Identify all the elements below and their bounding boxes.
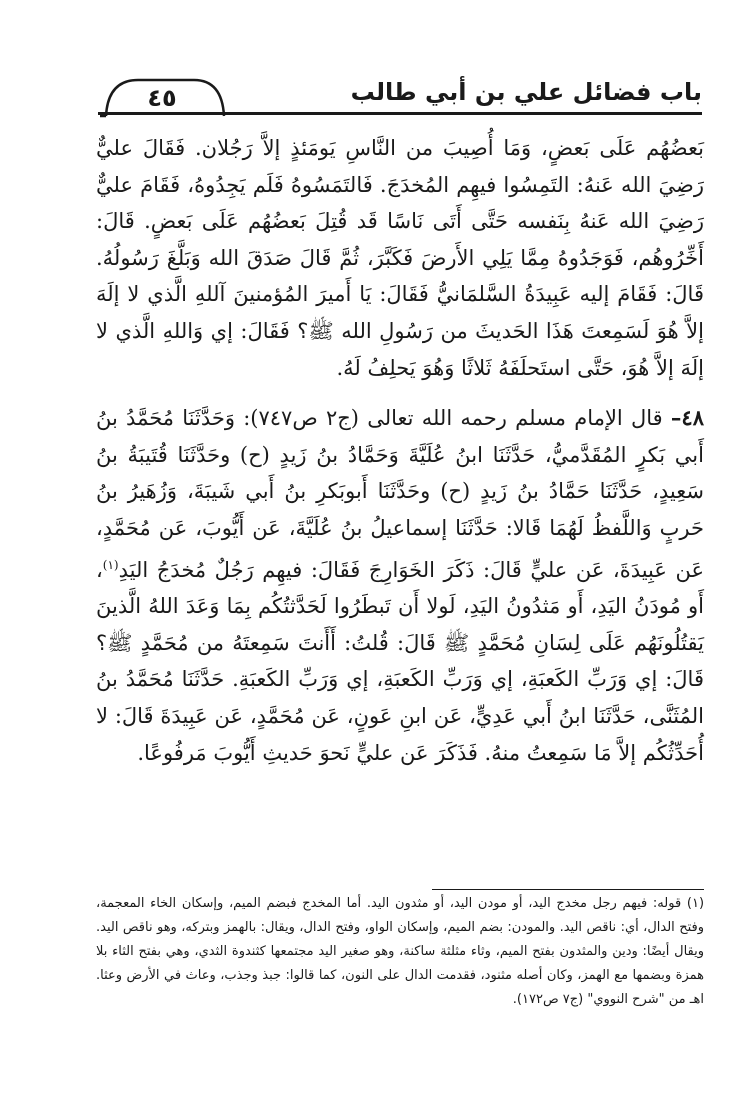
hadith-text-continued: ، أَو مُودَنُ اليَدِ، أَو مَثدُونُ اليَدِ، لَولا أَن تَبطَرُوا لَحَدَّثتُكُم بِمَا وَعَدَ اللهُ الَّذينَ يَقتُلُونَهُم عَلَى لِسَانِ مُحَمَّدٍ ﷺ قَالَ: قُلتُ: أَأَنتَ سَمِعتَهُ من مُحَمَّدٍ ﷺ؟ قَالَ: إي وَرَبِّ الكَعبَةِ، إي وَرَبِّ الكَعبَةِ، إي وَرَبِّ الكَعبَةِ. حَدَّثَنَا مُحَمَّدُ بنُ المُثَنَّى، حَدَّثَنَا ابنُ أَبي عَدِيٍّ، عَن ابنِ عَونٍ، عَن مُحَمَّدٍ، عَن عَبِيدَةَ قَالَ: لا أُحَدِّثُكُم إلاَّ مَا سَمِعتُ منهُ. فَذَكَرَ عَن عليٍّ نَحوَ حَديثِ أَيُّوبَ مَرفُوعًا. [96,557,704,765]
main-text [96,130,704,771]
footnote-marker: (١) [686,896,705,911]
paragraph-continuation: بَعضُهُم عَلَى بَعضٍ، وَمَا أُصِيبَ من النَّاسِ يَومَئذٍ إلاَّ رَجُلان. فَقَالَ عليٌّ رَضِيَ الله عَنهُ: التَمِسُوا فيهِم المُخدَجَ. فَالتَمَسُوهُ فَلَم يَجِدُوهُ، فَقَامَ عليٌّ رَضِيَ الله عَنهُ بِنَفسه حَتَّى أَتَى نَاسًا قَد قُتِلَ بَعضُهُم عَلَى بَعضٍ. قَالَ: أَخِّرُوهُم، فَوَجَدُوهُ مِمَّا يَلِي الأَرضَ فَكَبَّرَ، ثُمَّ قَالَ صَدَقَ الله وَبَلَّغَ رَسُولُهُ. قَالَ: فَقَامَ إليه عَبِيدَةُ السَّلمَانيُّ فَقَالَ: يَا أَميرَ المُؤمنينَ آللهِ الَّذي لا إلَهَ إلاَّ هُوَ لَسَمِعتَ هَذَا الحَديثَ من رَسُولِ الله ﷺ؟ فَقَالَ: إي وَاللهِ الَّذي لا إلَهَ إلاَّ هُوَ، حَتَّى استَحلَفَهُ ثَلاثًا وَهُوَ يَحلِفُ لَهُ. [96,136,704,380]
hadith-number: ٤٨– [670,405,704,431]
chapter-title: باب فضائل علي بن أبي طالب [350,78,702,106]
hadith-paragraph [96,400,704,771]
footnote-text: قوله: فيهم رجل مخدج اليد، أو مودن اليد، أو مثدون اليد. أما المخدج فبضم الميم، وإسكان الخاء المعجمة، وفتح الدال، أي: ناقص اليد. والمودن: بضم الميم، وإسكان الواو، وفتح الدال، ويقال: بالهمز وبتركه، وهو ناقص اليد. ويقال أيضًا: ودين والمثدون بفتح الميم، وثاء مثلثة ساكنة، وهو صغير اليد مجتمعها كثندوة الثدي، وهي بفتح الثاء بلا همزة وبضمها مع الهمز، وكان أصله مثنود، فقدمت الدال على النون، كما قالوا: جبذ وجذب، وعاث في الأرض وعثا. اهـ من "شرح النووي" (ج٧ ص١٧٢). [96,896,704,1007]
paragraph-gap [96,386,704,400]
hadith-text: قال الإمام مسلم رحمه الله تعالى (ج٢ ص٧٤٧): وَحَدَّثَنَا مُحَمَّدُ بنُ أَبي بَكرٍ المُقَدَّميُّ، حَدَّثَنَا ابنُ عُلَيَّةَ وَحَمَّادُ بنُ زَيدٍ (ح) وحَدَّثَنَا قُتَيبَةُ بنُ سَعِيدٍ، حَدَّثَنَا حَمَّادُ بنُ زَيدٍ (ح) وحَدَّثَنَا أَبوبَكرِ بنُ أَبي شَيبَةَ، وَزُهَيرُ بنُ حَربٍ وَاللَّفظُ لَهُمَا قَالا: حَدَّثَنَا إسماعيلُ بنُ عُلَيَّةَ، عَن أَيُّوبَ، عَن مُحَمَّدٍ، عَن عَبِيدَةَ، عَن عليٍّ قَالَ: ذَكَرَ الخَوَارِجَ فَقَالَ: فيهِم رَجُلٌ مُخدَجُ اليَدِ [96,406,704,582]
footnote [96,892,704,1012]
footnote-reference: (١) [102,557,119,572]
header-rule [98,112,702,115]
page-number: ٤٥ [147,84,177,112]
page-header [98,76,702,122]
footnote-rule [432,889,704,890]
